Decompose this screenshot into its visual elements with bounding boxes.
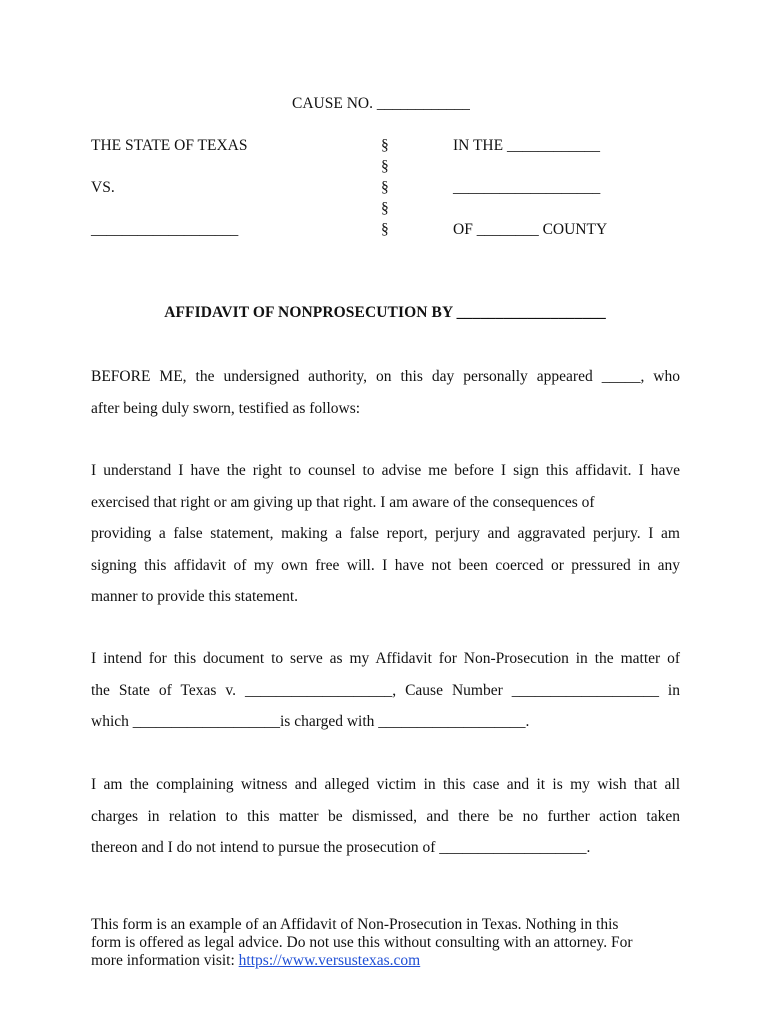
caption-defendant-blank: ___________________	[91, 221, 239, 238]
footer-line: This form is an example of an Affidavit of Non-Prosecution in Texas. Nothing in this	[91, 916, 619, 933]
footer-link-prefix: more information visit:	[91, 952, 239, 969]
paragraph-witness	[91, 769, 680, 864]
caption-court: IN THE ____________	[453, 137, 600, 154]
paragraph-line: I understand I have the right to counsel to advise me before I sign this affidavit. I have	[91, 462, 680, 479]
caption-state: THE STATE OF TEXAS	[91, 137, 248, 154]
paragraph-line: after being duly sworn, testified as follows:	[91, 399, 361, 417]
section-mark: §	[381, 158, 389, 175]
paragraph-appearance	[91, 361, 680, 424]
paragraph-line: providing a false statement, making a false report, perjury and aggravated perjury. I am	[91, 525, 680, 542]
section-mark: §	[381, 221, 389, 238]
paragraph-line: signing this affidavit of my own free will. I have not been coerced or pressured in any	[91, 556, 680, 574]
paragraph-line: which ___________________is charged with ___________________.	[91, 713, 530, 730]
cause-number: CAUSE NO. ____________	[292, 95, 470, 112]
paragraph-line: exercised that right or am giving up that right. I am aware of the consequences of	[91, 493, 595, 511]
paragraph-line: manner to provide this statement.	[91, 588, 299, 605]
paragraph-line: I intend for this document to serve as my Affidavit for Non-Prosecution in the matter of	[91, 650, 680, 667]
paragraph-line: I am the complaining witness and alleged victim in this case and it is my wish that all	[91, 776, 680, 793]
footer-line	[91, 952, 691, 970]
paragraph-line: BEFORE ME, the undersigned authority, on this day personally appeared _____, who	[91, 368, 680, 385]
paragraph-intent	[91, 643, 680, 738]
footer-disclaimer	[91, 916, 691, 970]
caption-county: OF ________ COUNTY	[453, 221, 608, 238]
footer-line: form is offered as legal advice. Do not use this without consulting with an attorney. For	[91, 934, 633, 951]
section-mark: §	[381, 137, 389, 154]
paragraph-line: thereon and I do not intend to pursue the prosecution of ___________________.	[91, 839, 591, 856]
document-title: AFFIDAVIT OF NONPROSECUTION BY ___________________	[164, 304, 606, 321]
section-mark: §	[381, 179, 389, 196]
paragraph-counsel	[91, 455, 680, 613]
caption-versus: VS.	[91, 179, 115, 196]
caption-court-blank: ___________________	[453, 179, 601, 196]
paragraph-line: the State of Texas v. ___________________, Cause Number ___________________ in	[91, 681, 680, 699]
paragraph-line: charges in relation to this matter be dismissed, and there be no further action taken	[91, 807, 680, 825]
section-mark: §	[381, 200, 389, 217]
website-link[interactable]: https://www.versustexas.com	[238, 952, 421, 969]
